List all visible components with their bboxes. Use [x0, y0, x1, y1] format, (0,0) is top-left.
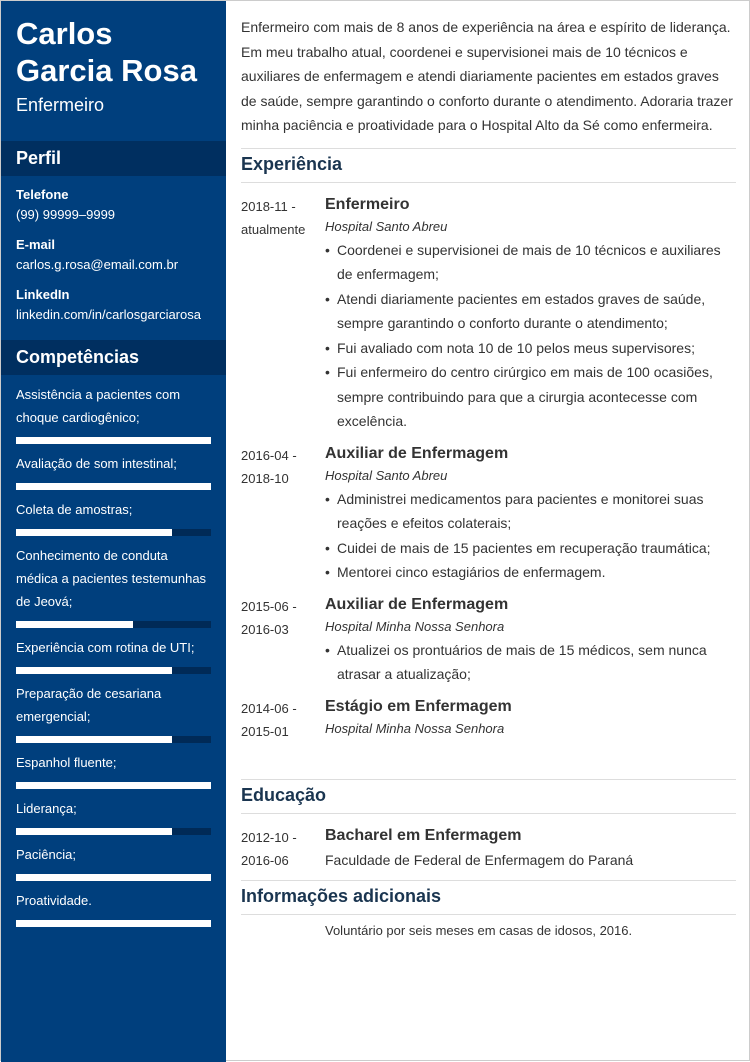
- skill-name: Coleta de amostras;: [16, 502, 133, 517]
- skill-level-fill: [16, 920, 211, 927]
- skill-level-bar: [16, 621, 211, 628]
- skill-name: Preparação de cesariana emergencial;: [16, 686, 162, 724]
- responsibility-item: • Administrei medicamentos para pacientes e monitorei suas reações e efeitos colaterais;: [325, 487, 736, 536]
- experience-body: [325, 595, 736, 687]
- contact-label: Telefone: [16, 187, 69, 202]
- date-start: 2014-06 -: [241, 700, 297, 716]
- employer: Hospital Santo Abreu: [325, 218, 448, 234]
- responsibility-item: • Mentorei cinco estagiários de enfermagem.: [325, 560, 736, 585]
- summary: Enfermeiro com mais de 8 anos de experiência na área e espírito de liderança. Em meu trabalho atual, coordenei e supervisionei mais de 10 técnicos e auxiliares de enfermagem e atendi diariamente pacientes em estados graves de saúde, sempre garantindo o conforto durante o atendimento. Adoraria trazer minha paciência e proatividade para o Hospital Alto da Sé como enfermeira.: [241, 19, 733, 133]
- date-start: 2016-04 -: [241, 447, 297, 463]
- degree-title: Bacharel em Enfermagem: [325, 826, 522, 844]
- skill-name: Proatividade.: [16, 893, 92, 908]
- skill-name: Conhecimento de conduta médica a pacientes testemunhas de Jeová;: [16, 548, 207, 609]
- job-title: Enfermeiro: [325, 195, 410, 213]
- experience-date: [241, 697, 325, 743]
- contact-value: linkedin.com/in/carlosgarciarosa: [16, 307, 201, 322]
- responsibility-item: • Atualizei os prontuários de mais de 15 médicos, sem nunca atrasar a atualização;: [325, 638, 736, 687]
- date-start: 2012-10 -: [241, 829, 297, 845]
- contact-value: (99) 99999–9999: [16, 207, 116, 222]
- skill-level-bar: [16, 437, 211, 444]
- skill-level-fill: [16, 874, 211, 881]
- skill-name: Liderança;: [16, 801, 77, 816]
- institution: Faculdade de Federal de Enfermagem do Paraná: [325, 851, 634, 868]
- divider: [241, 914, 736, 915]
- experience-heading: Experiência: [241, 153, 343, 174]
- education-date: [241, 826, 325, 872]
- date-end: 2016-03: [241, 621, 289, 637]
- skill-name: Espanhol fluente;: [16, 755, 117, 770]
- experience-entry: [241, 444, 736, 585]
- skill-level-fill: [16, 621, 133, 628]
- skill-level-fill: [16, 437, 211, 444]
- experience-entry: [241, 195, 736, 434]
- sidebar: [1, 1, 226, 1062]
- contact-label: E-mail: [16, 237, 56, 252]
- experience-entry: [241, 697, 736, 743]
- experience-entry: [241, 595, 736, 687]
- responsibilities: [325, 487, 736, 585]
- divider: [241, 182, 736, 183]
- contacts: [1, 186, 226, 326]
- skill-level-fill: [16, 529, 172, 536]
- date-start: 2015-06 -: [241, 598, 297, 614]
- employer: Hospital Minha Nossa Senhora: [325, 720, 505, 736]
- skill-level-bar: [16, 782, 211, 789]
- experience-date: [241, 444, 325, 585]
- job-title: Auxiliar de Enfermagem: [325, 595, 509, 613]
- divider: [241, 813, 736, 814]
- name-line: Carlos: [16, 16, 113, 51]
- skill-level-bar: [16, 874, 211, 881]
- skill-name: Experiência com rotina de UTI;: [16, 640, 195, 655]
- date-end: atualmente: [241, 221, 306, 237]
- responsibilities: [325, 238, 736, 434]
- skill-name: Paciência;: [16, 847, 76, 862]
- experience-list: [241, 195, 736, 743]
- skill-level-bar: [16, 667, 211, 674]
- skill-level-fill: [16, 828, 172, 835]
- skill-level-fill: [16, 736, 172, 743]
- experience-body: [325, 195, 736, 434]
- contact-label: LinkedIn: [16, 287, 70, 302]
- skill-level-bar: [16, 828, 211, 835]
- date-end: 2015-01: [241, 723, 289, 739]
- skill-level-bar: [16, 736, 211, 743]
- responsibility-item: • Atendi diariamente pacientes em estados graves de saúde, sempre garantindo o conforto durante o atendimento;: [325, 287, 736, 336]
- skill-level-bar: [16, 920, 211, 927]
- skill-name: Assistência a pacientes com choque cardiogênico;: [16, 387, 181, 425]
- name-line: Garcia Rosa: [16, 53, 197, 88]
- employer: Hospital Santo Abreu: [325, 467, 448, 483]
- skill-level-bar: [16, 483, 211, 490]
- experience-date: [241, 595, 325, 687]
- responsibility-item: • Fui avaliado com nota 10 de 10 pelos meus supervisores;: [325, 336, 736, 361]
- skill-level-fill: [16, 667, 172, 674]
- date-end: 2018-10: [241, 470, 289, 486]
- experience-body: [325, 444, 736, 585]
- responsibility-item: • Cuidei de mais de 15 pacientes em recuperação traumática;: [325, 536, 736, 561]
- experience-date: [241, 195, 325, 434]
- education-heading: Educação: [241, 784, 327, 805]
- skill-level-fill: [16, 483, 211, 490]
- responsibility-item: • Fui enfermeiro do centro cirúrgico em mais de 100 ocasiões, sempre contribuindo para que a cirurgia acontecesse com excelência.: [325, 360, 736, 434]
- skills-list: [1, 383, 226, 927]
- responsibilities: [325, 638, 736, 687]
- job-title: Estágio em Enfermagem: [325, 697, 512, 715]
- skill-level-fill: [16, 782, 211, 789]
- education-entry: [241, 826, 736, 872]
- additional-info: Voluntário por seis meses em casas de idosos, 2016.: [325, 922, 633, 938]
- profile-heading: Perfil: [1, 141, 226, 176]
- date-end: 2016-06: [241, 852, 289, 868]
- main-content: [241, 15, 736, 938]
- job-title: Auxiliar de Enfermagem: [325, 444, 509, 462]
- skills-heading: Competências: [1, 340, 226, 375]
- candidate-role: Enfermeiro: [16, 95, 105, 115]
- contact-value: carlos.g.rosa@email.com.br: [16, 257, 179, 272]
- candidate-name: [1, 1, 226, 89]
- experience-body: [325, 697, 736, 743]
- responsibility-item: • Coordenei e supervisionei de mais de 10 técnicos e auxiliares de enfermagem;: [325, 238, 736, 287]
- date-start: 2018-11 -: [241, 198, 296, 214]
- additional-heading: Informações adicionais: [241, 885, 442, 906]
- skill-name: Avaliação de som intestinal;: [16, 456, 177, 471]
- skill-level-bar: [16, 529, 211, 536]
- employer: Hospital Minha Nossa Senhora: [325, 618, 505, 634]
